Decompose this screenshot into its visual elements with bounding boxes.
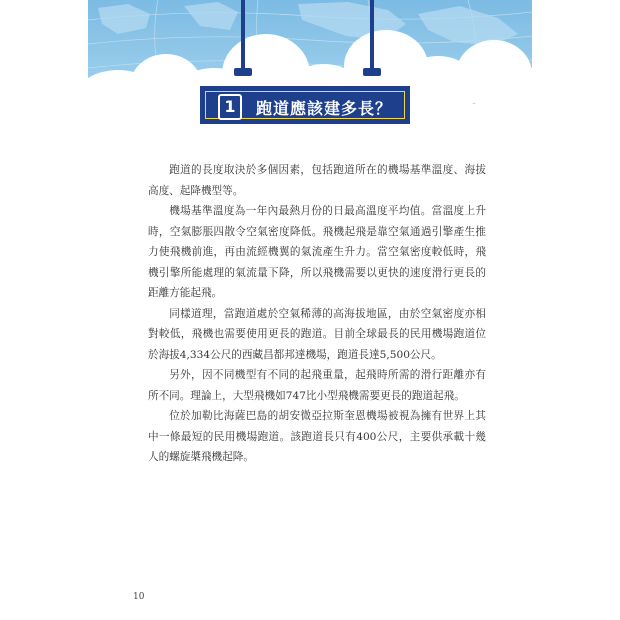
chapter-number: 1 — [218, 94, 242, 120]
banner-hanger-cap-left — [234, 68, 252, 76]
body-text — [148, 160, 486, 468]
chapter-title: 跑道應該建多長？ — [256, 99, 393, 118]
paragraph: 位於加勒比海薩巴島的胡安微亞拉斯奎恩機場被視為擁有世界上其中一條最短的民用機場跑道。該跑道長只有400公尺，主要供承載十幾人的螺旋槳飛機起降。 — [148, 410, 486, 463]
page-number: 10 — [133, 592, 145, 602]
chapter-title-banner — [200, 86, 412, 128]
banner-hanger-right — [370, 0, 374, 76]
banner-hanger-left — [241, 0, 245, 76]
paragraph: 機場基準溫度為一年內最熱月份的日最高溫度平均值。當溫度上升時，空氣膨脹四散令空氣密度降低。飛機起飛是靠空氣通過引擎產生推力使飛機前進，再由流經機翼的氣流產生升力。當空氣密度較低時，飛機引擎所能處理的氣流量下降，所以飛機需要以更快的速度滑行更長的距離方能起飛。 — [148, 205, 486, 299]
banner-hanger-cap-right — [363, 68, 381, 76]
paragraph: 另外，因不同機型有不同的起飛重量，起飛時所需的滑行距離亦有所不同。理論上，大型飛機如747比小型飛機需要更長的跑道起飛。 — [148, 369, 486, 402]
paragraph: 同樣道理，當跑道處於空氣稀薄的高海拔地區，由於空氣密度亦相對較低，飛機也需要使用更長的跑道。目前全球最長的民用機場跑道位於海拔4,334公尺的西藏昌都邦達機場，跑道長達5,500公尺。 — [148, 307, 486, 361]
paragraph: 跑道的長度取決於多個因素，包括跑道所在的機場基準溫度、海拔高度、起降機型等。 — [148, 164, 486, 197]
title-box — [200, 86, 410, 124]
